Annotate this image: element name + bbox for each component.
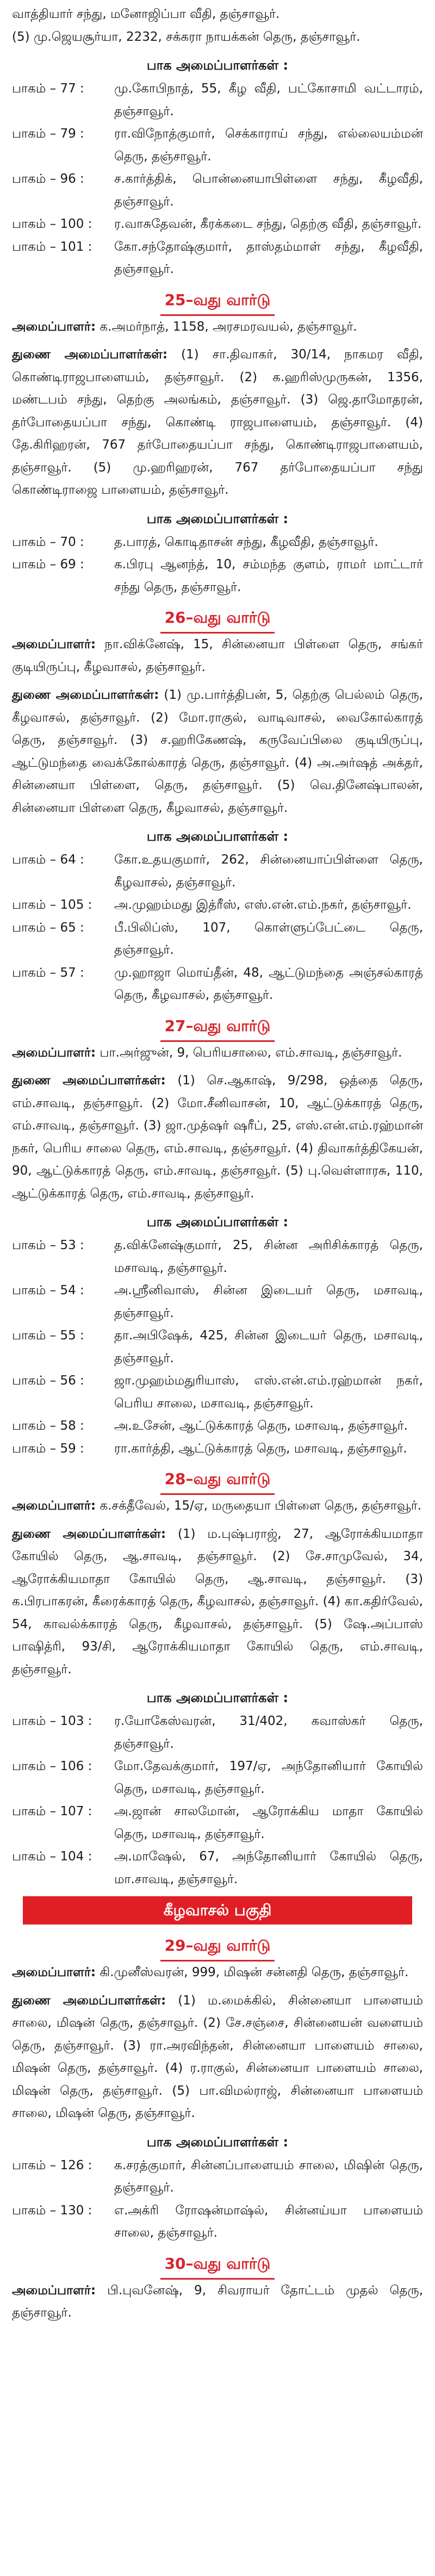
booth-label: பாகம் – 103 : [12, 1714, 92, 1728]
ward-leader [12, 1495, 423, 1518]
ward-title-text: 26–வது வார்டு [160, 605, 275, 634]
deputies-text: (1) ம.மைக்கில், சின்னையா பாளையம் சாலை, மிஷன் தெரு, தஞ்சாவூர். (2) சே.சஞ்சை, சின்னையன் வளையம் தெரு, தஞ்சாவூர். (3) ரா.அரவிந்தன், சின்னையா பாளையம் சாலை, மிஷன் தெரு, தஞ்சாவூர். (4) ர.ராகுல், சின்னையா பாளையம் சாலை, மிஷன் தெரு, தஞ்சாவூர். (5) பா.விமல்ராஜ், சின்னையா பாளையம் சாலை, மிஷன் தெரு, தஞ்சாவூர். [12, 1993, 424, 2120]
booth-text: மு.கோபிநாத், 55, கீழ வீதி, பட்கோசாமி வட்டாரம், தஞ்சாவூர். [114, 82, 423, 119]
booth-text: அ.உசேன், ஆட்டுக்காரத் தெரு, மசாவடி, தஞ்சாவூர். [114, 1419, 408, 1433]
ward-title-text: 28–வது வார்டு [160, 1466, 275, 1495]
booth-row [12, 1370, 423, 1415]
ward-title-text: 30–வது வார்டு [160, 2251, 275, 2280]
ward-title-27 [12, 1010, 423, 1042]
booth-row [12, 1801, 423, 1846]
booth-heading: பாக அமைப்பாளர்கள் : [146, 1690, 289, 1705]
booth-text: கோ.சந்தோஷ்குமார், தாஸ்தம்மாள் சந்து, கீழவீதி, தஞ்சாவூர். [114, 239, 423, 276]
booth-text: த.விக்னேஷ்குமார், 25, சின்ன அரிசிக்காரத் தெரு, மசாவடி, தஞ்சாவூர். [114, 1238, 423, 1275]
booth-row [12, 213, 423, 236]
deputies-label: துணை அமைப்பாளர்கள்: [12, 688, 159, 702]
booth-row [12, 1846, 423, 1891]
deputies-text: (1) ம.புஷ்பராஜ், 27, ஆரோக்கியமாதா கோயில் தெரு, ஆ.சாவடி, தஞ்சாவூர். (2) சே.சாமுவேல், 34, ஆரோக்கியமாதா கோயில் தெரு, ஆ.சாவடி, தஞ்சாவூர். (3) க.பிரபாகரன், கீரைக்காரத் தெரு, கீழவாசல், தஞ்சாவூர். (4) கா.கதிர்வேல், 54, காவல்க்காரத் தெரு, கீழவாசல், தஞ்சாவூர். (5) ஷே.அப்பாஸ் பாஷித்ரி, 93/சி, ஆரோக்கியமாதா கோயில் தெரு, எம்.சாவடி, தஞ்சாவூர். [12, 1526, 424, 1677]
booth-text: த.பாரத், கொடிதாசன் சந்து, கீழவீதி, தஞ்சாவூர். [114, 535, 378, 549]
deputies-label: துணை அமைப்பாளர்கள்: [12, 1993, 166, 2008]
intro-line: (5) மு.ஜெயசூர்யா, 2232, சக்கரா நாயக்கன் தெரு, தஞ்சாவூர். [12, 29, 361, 44]
booth-row [12, 123, 423, 168]
deputies-text: (1) செ.ஆகாஷ், 9/298, ஒத்தை தெரு, எம்.சாவடி, தஞ்சாவூர். (2) மோ.சீனிவாசன், 10, ஆட்டுக்காரத் தெரு, எம்.சாவடி, தஞ்சாவூர். (3) ஜா.முத்ஷர் ஷரீப், 25, எஸ்.என்.எம்.ரஹ்மான் நகர், பெரிய சாலை தெரு, எம்.சாவடி, தஞ்சாவூர். (4) திவாகர்த்திகேயன், 90, ஆட்டுக்காரத் தெரு, எம்.சாவடி, தஞ்சாவூர். (5) பு.வெள்ளாரசு, 110, ஆட்டுக்காரத் தெரு, எம்.சாவடி, தஞ்சாவூர். [12, 1073, 424, 1201]
ward-deputies [12, 1990, 423, 2125]
booth-label: பாகம் – 101 : [12, 239, 92, 254]
booth-text: ர.வாசுதேவன், கீரக்கடை சந்து, தெற்கு வீதி, தஞ்சாவூர். [114, 217, 422, 231]
booth-row [12, 1755, 423, 1801]
deputies-label: துணை அமைப்பாளர்கள்: [12, 1526, 166, 1541]
leader-text: பா.அர்ஜுன், 9, பெரியசாலை, எம்.சாவடி, தஞ்சாவூர். [100, 1045, 402, 1060]
booth-label: பாகம் – 105 : [12, 898, 92, 912]
ward-leader [12, 1962, 423, 1984]
booth-text: ரா.விநோத்குமார், செக்காராய் சந்து, எல்லையம்மன் தெரு, தஞ்சாவூர். [114, 127, 423, 164]
booth-row [12, 168, 423, 213]
booth-text: ர.யோகேஸ்வரன், 31/402, கவாஸ்கர் தெரு, தஞ்சாவூர். [114, 1714, 423, 1751]
booth-text: பீ.பிலிப்ஸ், 107, கொள்ளுப்பேட்டை தெரு, தஞ்சாவூர். [114, 920, 423, 957]
booth-row [12, 1710, 423, 1755]
booth-row [12, 2200, 423, 2245]
booth-row [12, 78, 423, 123]
booth-list [12, 849, 423, 1007]
leader-text: க.அமர்நாத், 1158, அரசமரவயல், தஞ்சாவூர். [100, 319, 357, 334]
leader-label: அமைப்பாளர்: [12, 637, 96, 651]
intro-text [12, 3, 423, 48]
booth-label: பாகம் – 64 : [12, 853, 84, 867]
booth-text: கோ.உதயகுமார், 262, சின்னையாப்பிள்ளை தெரு, கீழவாசல், தஞ்சாவூர். [114, 853, 423, 890]
ward-title-25 [12, 284, 423, 316]
booth-text: எ.அக்ரி ரோஷன்மாஷ்ல், சின்னய்யா பாளையம் சாலை, தஞ்சாவூர். [114, 2203, 423, 2240]
booth-label: பாகம் – 126 : [12, 2158, 92, 2172]
booth-label: பாகம் – 70 : [12, 535, 84, 549]
leader-text: பி.புவனேஷ், 9, சிவராயர் தோட்டம் முதல் தெரு, தஞ்சாவூர். [12, 2283, 424, 2320]
booth-heading: பாக அமைப்பாளர்கள் : [146, 511, 289, 526]
booth-text: ரா.கார்த்தி, ஆட்டுக்காரத் தெரு, மசாவடி, தஞ்சாவூர். [114, 1441, 407, 1456]
booth-label: பாகம் – 69 : [12, 557, 84, 572]
leader-label: அமைப்பாளர்: [12, 2283, 96, 2298]
booth-row [12, 962, 423, 1007]
ward-leader [12, 316, 423, 339]
booth-row [12, 894, 423, 917]
booth-list [12, 531, 423, 599]
booth-row [12, 1325, 423, 1370]
booth-label: பாகம் – 55 : [12, 1329, 84, 1343]
ward-deputies [12, 684, 423, 820]
booth-list [12, 2155, 423, 2245]
booth-row [12, 2155, 423, 2200]
booth-label: பாகம் – 59 : [12, 1441, 84, 1456]
booth-label: பாகம் – 58 : [12, 1419, 84, 1433]
booth-label: பாகம் – 56 : [12, 1374, 84, 1388]
booth-text: அ.முஹம்மது இத்ரீஸ், எஸ்.என்.எம்.நகர், தஞ்சாவூர். [114, 898, 412, 912]
booth-label: பாகம் – 65 : [12, 920, 84, 935]
booth-label: பாகம் – 96 : [12, 172, 84, 186]
booth-row [12, 917, 423, 962]
ward-leader [12, 2280, 423, 2325]
booth-text: அ.ஸ்ரீனிவாஸ், சின்ன இடையர் தெரு, மசாவடி, தஞ்சாவூர். [114, 1283, 423, 1320]
booth-heading: பாக அமைப்பாளர்கள் : [146, 2134, 289, 2150]
booth-row [12, 849, 423, 894]
booth-label: பாகம் – 107 : [12, 1804, 92, 1818]
booth-label: பாகம் – 54 : [12, 1283, 84, 1298]
deputies-label: துணை அமைப்பாளர்கள்: [12, 1073, 166, 1088]
ward-deputies [12, 1523, 423, 1681]
booth-text: க.சரத்குமார், சின்னப்பாளையம் சாலை, மிஷின் தெரு, தஞ்சாவூர். [114, 2158, 423, 2195]
booth-label: பாகம் – 57 : [12, 965, 84, 980]
deputies-text: (1) சா.திவாகர், 30/14, நாகமர வீதி, கொண்டிராஜபாளையம், தஞ்சாவூர். (2) க.ஹரிஸ்முருகன், 1356, மண்டபம் சந்து, தெற்கு அலங்கம், தஞ்சாவூர். (3) ஜெ.தாமோதரன், தர்போதையப்பா சந்து, கொண்டி ராஜபாளையம், தஞ்சாவூர். (4) தே.கிரிஹரன், 767 தர்போதையப்பா சந்து, கொண்டிராஜபாளையம், தஞ்சாவூர். (5) மு.ஹரிஹரன், 767 தர்போதையப்பா சந்து கொண்டிராஜை பாளையம், தஞ்சாவூர். [12, 347, 423, 497]
booth-text: ச.கார்த்திக், பொன்னையாபிள்ளை சந்து, கீழவீதி, தஞ்சாவூர். [114, 172, 423, 209]
leader-label: அமைப்பாளர்: [12, 1965, 96, 1979]
leader-label: அமைப்பாளர்: [12, 319, 96, 334]
ward-title-26 [12, 602, 423, 634]
ward-leader [12, 1042, 423, 1065]
booth-text: அ.ஜான் சாலமோன், ஆரோக்கிய மாதா கோயில் தெரு, மசாவடி, தஞ்சாவூர். [114, 1804, 423, 1841]
booth-row [12, 554, 423, 599]
booth-label: பாகம் – 104 : [12, 1849, 92, 1864]
booth-list [12, 1710, 423, 1891]
deputies-label: துணை அமைப்பாளர்கள்: [12, 347, 168, 362]
booth-label: பாகம் – 77 : [12, 82, 84, 96]
leader-text: கி.முனீஸ்வரன், 999, மிஷன் சன்னதி தெரு, தஞ்சாவூர். [100, 1965, 409, 1979]
intro-line: வாத்தியார் சந்து, மனோஜிப்பா வீதி, தஞ்சாவூர். [12, 7, 280, 21]
booth-row [12, 1280, 423, 1325]
ward-deputies [12, 1070, 423, 1205]
booth-heading: பாக அமைப்பாளர்கள் : [146, 829, 289, 844]
booth-row [12, 1438, 423, 1461]
booth-row [12, 1415, 423, 1438]
booth-label: பாகம் – 79 : [12, 127, 84, 141]
ward-leader [12, 634, 423, 679]
booth-label: பாகம் – 106 : [12, 1759, 92, 1773]
ward-title-30 [12, 2248, 423, 2280]
leader-text: நா.விக்னேஷ், 15, சின்னையா பிள்ளை தெரு, சங்கர் குடியிருப்பு, கீழவாசல், தஞ்சாவூர். [12, 637, 423, 674]
booth-row [12, 236, 423, 281]
booth-text: அ.மாஷேல், 67, அந்தோனியார் கோயில் தெரு, மா.சாவடி, தஞ்சாவூர். [114, 1849, 423, 1886]
booth-text: ஜா.முஹம்மதுரியாஸ், எஸ்.என்.எம்.ரஹ்மான் நகர், பெரிய சாலை, மசாவடி, தஞ்சாவூர். [114, 1374, 423, 1411]
booth-label: பாகம் – 100 : [12, 217, 92, 231]
booth-list [12, 78, 423, 281]
leader-label: அமைப்பாளர்: [12, 1499, 96, 1513]
ward-title-28 [12, 1463, 423, 1495]
ward-title-text: 27–வது வார்டு [160, 1013, 275, 1042]
ward-title-29 [12, 1930, 423, 1962]
booth-heading: பாக அமைப்பாளர்கள் : [146, 1214, 289, 1230]
booth-label: பாகம் – 53 : [12, 1238, 84, 1252]
ward-deputies [12, 344, 423, 502]
booth-row [12, 1234, 423, 1280]
leader-label: அமைப்பாளர்: [12, 1045, 96, 1060]
booth-label: பாகம் – 130 : [12, 2203, 92, 2218]
area-banner: கீழவாசல் பகுதி [23, 1896, 412, 1925]
booth-text: மோ.தேவக்குமார், 197/ஏ, அந்தோனியார் கோயில் தெரு, மசாவடி, தஞ்சாவூர். [114, 1759, 423, 1796]
ward-title-text: 25–வது வார்டு [160, 287, 275, 316]
booth-text: மு.ஹாஜா மொய்தீன், 48, ஆட்டுமந்தை அஞ்சல்காரத் தெரு, கீழவாசல், தஞ்சாவூர். [114, 965, 423, 1002]
leader-text: க.சக்தீவேல், 15/ஏ, மருதையா பிள்ளை தெரு, தஞ்சாவூர். [100, 1499, 422, 1513]
booth-list [12, 1234, 423, 1460]
deputies-text: (1) மு.பார்த்திபன், 5, தெற்கு பெல்லம் தெரு, கீழவாசல், தஞ்சாவூர். (2) மோ.ராகுல், வாடிவாசல், வைகோல்காரத் தெரு, தஞ்சாவூர். (3) ச.ஹரிகேணஷ், கருவேப்பிலை குடியிருப்பு, ஆட்டுமந்தை வைக்கோல்காரத் தெரு, தஞ்சாவூர். (4) அ.அர்ஷத் அக்தர், சின்னையா பிள்ளை, தெரு, தஞ்சாவூர். (5) வெ.தினேஷ்பாலன், சின்னையா பிள்ளை தெரு, கீழவாசல், தஞ்சாவூர். [12, 688, 424, 815]
booth-row [12, 531, 423, 554]
booth-text: தா.அபிஷேக், 425, சின்ன இடையர் தெரு, மசாவடி, தஞ்சாவூர். [114, 1329, 423, 1365]
booth-heading: பாக அமைப்பாளர்கள் : [146, 58, 289, 73]
ward-title-text: 29–வது வார்டு [160, 1933, 275, 1962]
booth-text: க.பிரபு ஆனந்த், 10, சம்மந்த குளம், ராமர் மாட்டார் சந்து தெரு, தஞ்சாவூர். [114, 557, 423, 594]
